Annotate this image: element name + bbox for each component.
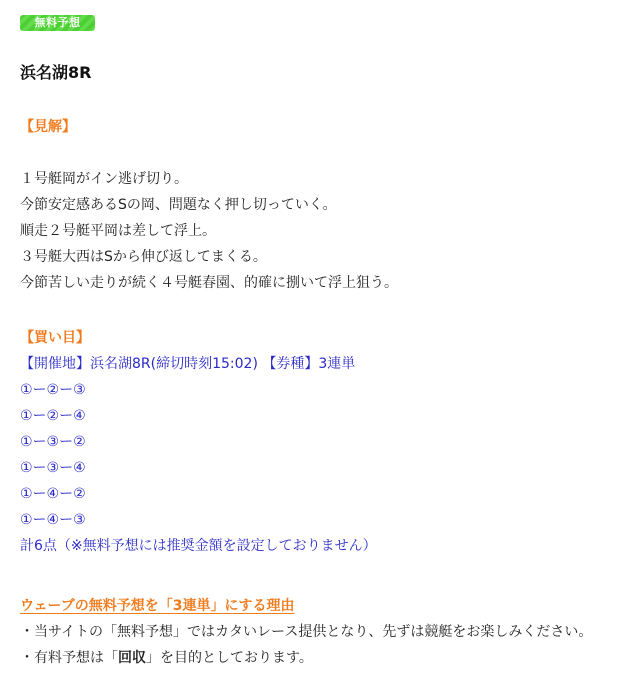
bets-total: 計6点（※無料予想には推奨金額を設定しておりません） [20,538,377,554]
analysis-line: ３号艇大西はSから伸び返してまくる。 [20,249,267,265]
analysis-line: 今節苦しい走りが続く４号艇春園、的確に捌いて浮上狙う。 [20,275,398,291]
analysis-line: 今節安定感あるSの岡、問題なく押し切っていく。 [20,197,337,213]
bets-list [20,351,377,559]
bet-combo: ①ー④ー③ [20,512,86,528]
bet-combo: ①ー②ー④ [20,408,86,424]
bets-heading: 【買い目】 [20,330,90,346]
bet-combo: ①ー④ー② [20,486,86,502]
analysis-line: 順走２号艇平岡は差して浮上。 [20,223,216,239]
bet-combo: ①ー③ー② [20,434,86,450]
reason-heading: ウェーブの無料予想を「3連単」にする理由 [20,598,295,614]
bet-combo: ①ー②ー③ [20,382,86,398]
reason-note-2-emphasis: 回収 [118,650,146,666]
reason-note-2-prefix: ・有料予想は「 [20,650,118,666]
analysis-line: １号艇岡がイン逃げ切り。 [20,171,188,187]
analysis-text [20,166,398,296]
analysis-heading: 【見解】 [20,119,76,135]
bets-info: 【開催地】浜名湖8R(締切時刻15:02) 【券種】3連単 [20,356,356,372]
reason-note-2 [20,645,313,671]
bet-combo: ①ー③ー④ [20,460,86,476]
reason-note-1: ・当サイトの「無料予想」ではカタいレース提供となり、先ずは競艇をお楽しみください。 [20,624,593,640]
free-prediction-badge: 無料予想 [20,15,95,31]
race-title: 浜名湖8R [20,63,92,82]
reason-note-2-suffix: 」を目的としております。 [146,650,313,666]
